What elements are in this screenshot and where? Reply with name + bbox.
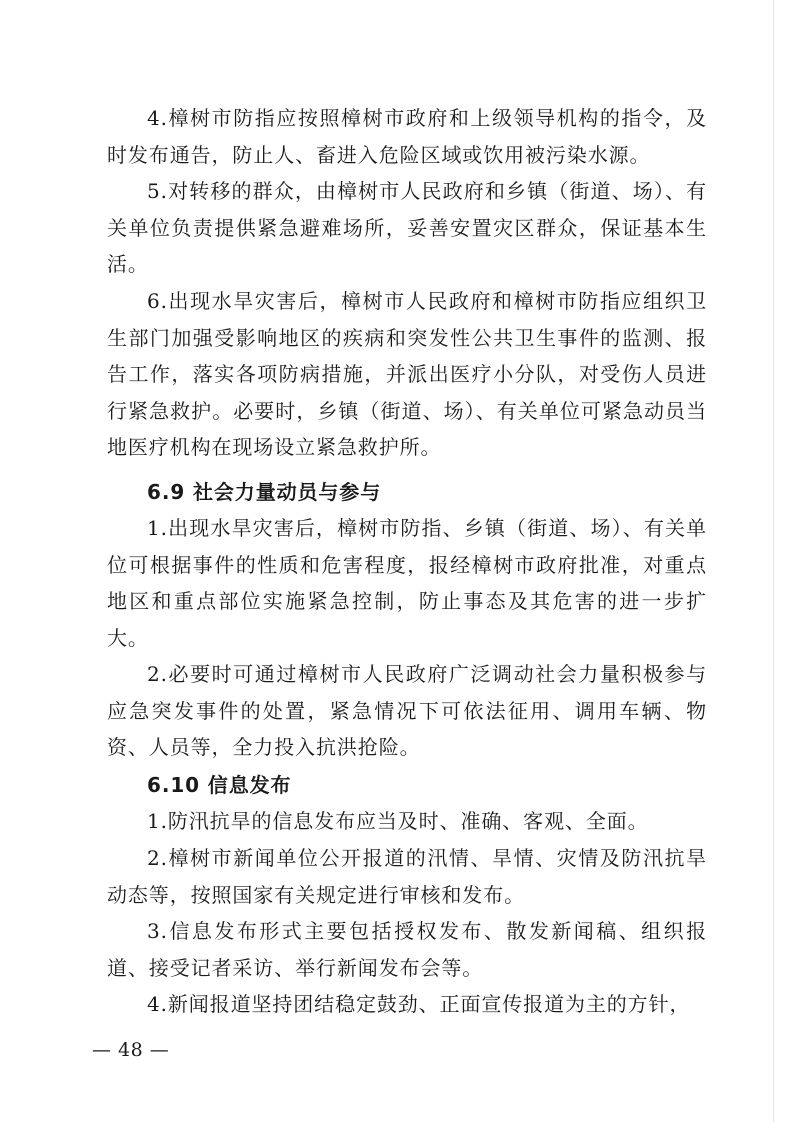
section-heading-6-10: 6.10 信息发布 <box>147 773 292 797</box>
page-number: — 48 — <box>92 1039 170 1061</box>
paragraph-6-10-4: 4.新闻报道坚持团结稳定鼓劲、正面宣传报道为主的方针， <box>147 992 691 1016</box>
paragraph-4-notice: 4.樟树市防指应按照樟树市政府和上级领导机构的指令，及时发布通告，防止人、畜进入危险区域或饮用被污染水源。 <box>107 106 707 167</box>
paragraph-6-10-1: 1.防汛抗旱的信息发布应当及时、准确、客观、全面。 <box>147 809 649 833</box>
paragraph-6-medical: 6.出现水旱灾害后，樟树市人民政府和樟树市防指应组织卫生部门加强受影响地区的疾病和突发性公共卫生事件的监测、报告工作，落实各项防病措施，并派出医疗小分队，对受伤人员进行紧急救护。必要时，乡镇（街道、场）、有关单位可紧急动员当地医疗机构在现场设立紧急救护所。 <box>107 289 707 459</box>
paragraph-6-10-3: 3.信息发布形式主要包括授权发布、散发新闻稿、组织报道、接受记者采访、举行新闻发布会等。 <box>107 919 707 980</box>
page-edge-line <box>773 0 774 1122</box>
paragraph-6-9-2: 2.必要时可通过樟树市人民政府广泛调动社会力量积极参与应急突发事件的处置，紧急情况下可依法征用、调用车辆、物资、人员等，全力投入抗洪抢险。 <box>107 662 707 759</box>
paragraph-6-10-2: 2.樟树市新闻单位公开报道的汛情、旱情、灾情及防汛抗旱动态等，按照国家有关规定进行审核和发布。 <box>107 846 707 907</box>
paragraph-5-shelter: 5.对转移的群众，由樟树市人民政府和乡镇（街道、场）、有关单位负责提供紧急避难场所，妥善安置灾区群众，保证基本生活。 <box>107 179 707 276</box>
section-heading-6-9: 6.9 社会力量动员与参与 <box>147 480 382 504</box>
paragraph-6-9-1: 1.出现水旱灾害后，樟树市防指、乡镇（街道、场）、有关单位可根据事件的性质和危害程度，报经樟树市政府批准，对重点地区和重点部位实施紧急控制，防止事态及其危害的进一步扩大。 <box>107 516 707 650</box>
